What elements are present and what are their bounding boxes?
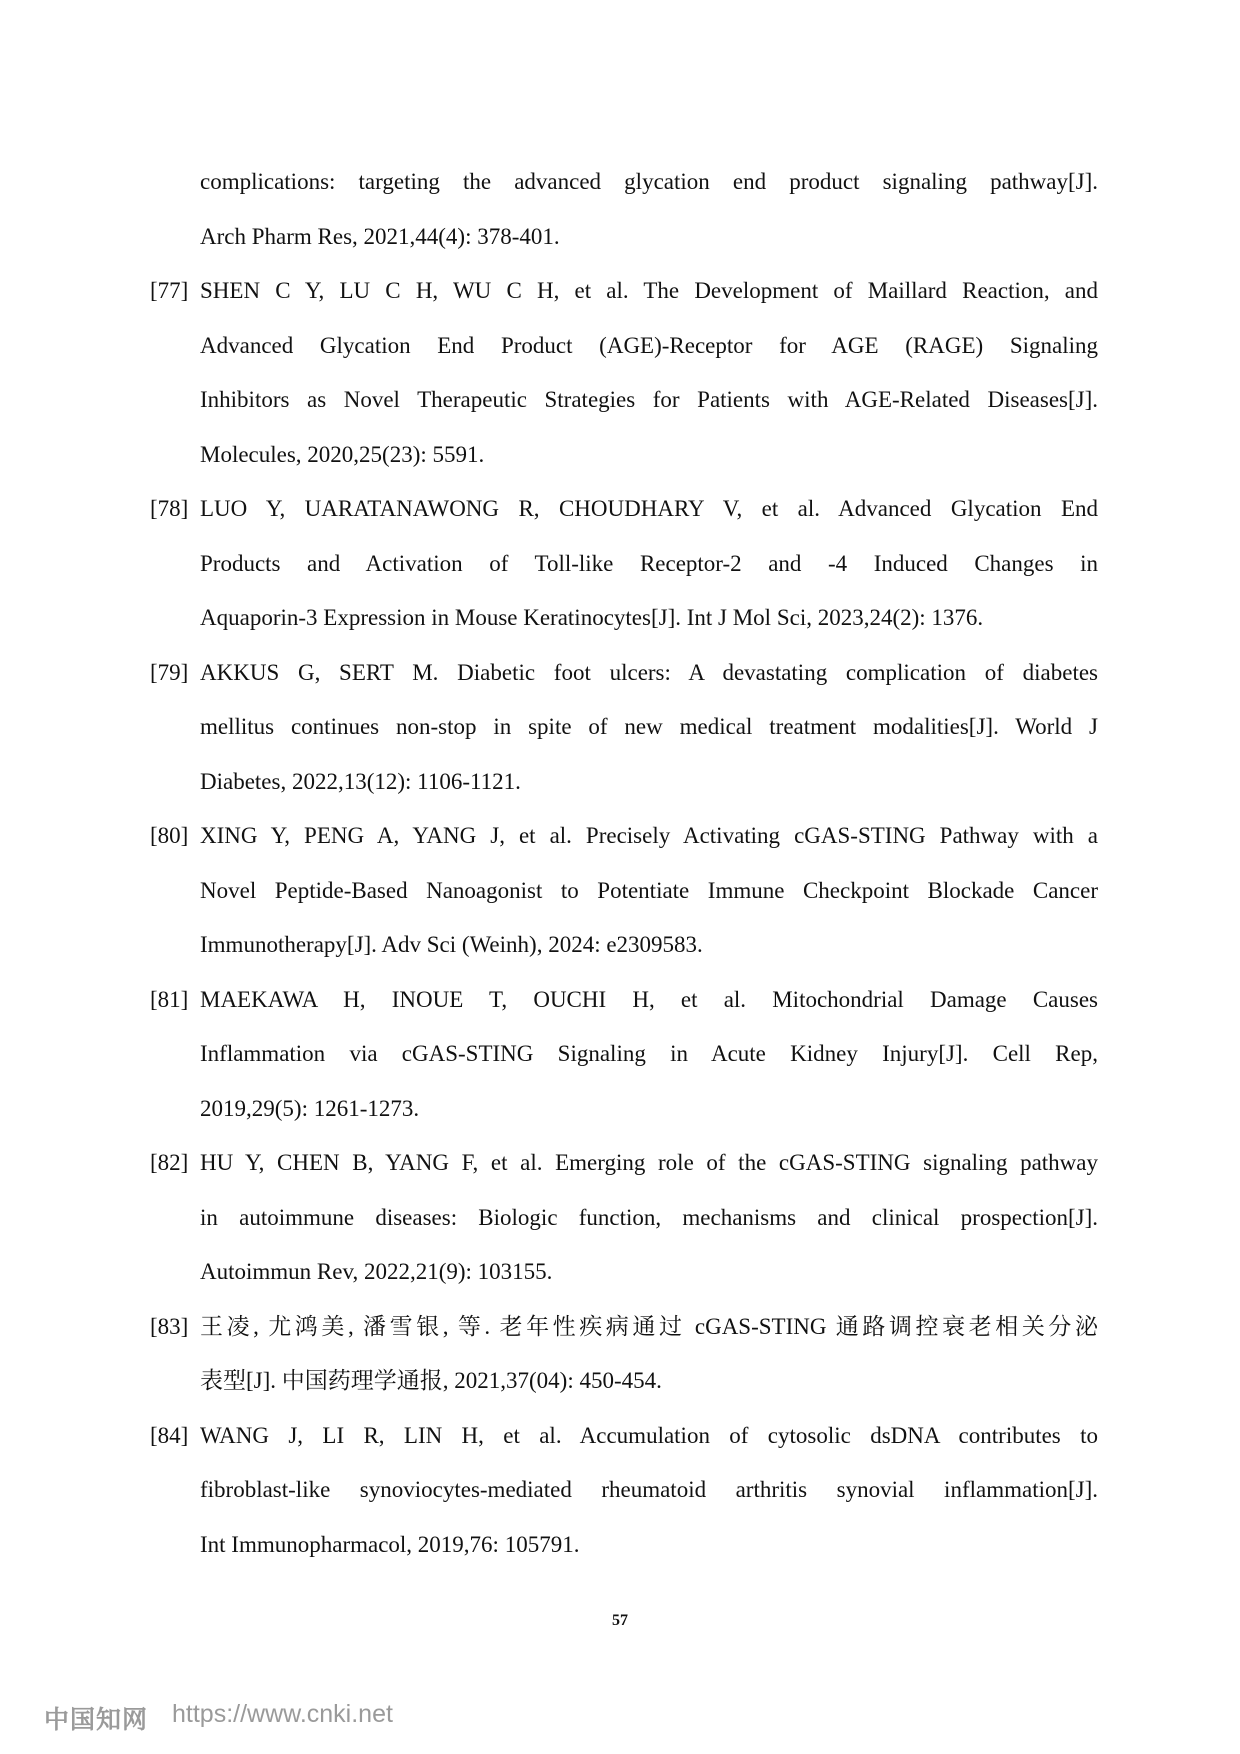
- cnki-watermark-url: https://www.cnki.net: [172, 1700, 393, 1728]
- reference-line: Aquaporin-3 Expression in Mouse Keratinocytes[J]. Int J Mol Sci, 2023,24(2): 1376.: [200, 605, 984, 630]
- reference-entry-81: [150, 973, 1098, 1137]
- reference-number: [78]: [150, 496, 189, 521]
- reference-line: Inflammation via cGAS-STING Signaling in Acute Kidney Injury[J]. Cell Rep,: [200, 1041, 1098, 1066]
- reference-line: Products and Activation of Toll-like Receptor-2 and -4 Induced Changes in: [200, 550, 1098, 576]
- reference-number: [84]: [150, 1422, 189, 1448]
- reference-line: Int Immunopharmacol, 2019,76: 105791.: [200, 1531, 580, 1557]
- reference-number: [83]: [150, 1313, 189, 1339]
- reference-line: 2019,29(5): 1261-1273.: [200, 1095, 420, 1121]
- reference-line: Immunotherapy[J]. Adv Sci (Weinh), 2024: e2309583.: [200, 932, 703, 957]
- reference-line: Advanced Glycation End Product (AGE)-Receptor for AGE (RAGE) Signaling: [200, 332, 1098, 358]
- reference-number: [80]: [150, 823, 189, 848]
- reference-entry-76-continued: [150, 155, 1098, 264]
- reference-number: [81]: [150, 986, 189, 1012]
- reference-line: complications: targeting the advanced glycation end product signaling pathway[J].: [200, 169, 1098, 194]
- reference-line: AKKUS G, SERT M. Diabetic foot ulcers: A devastating complication of diabetes: [200, 659, 1098, 685]
- reference-line: Novel Peptide-Based Nanoagonist to Potentiate Immune Checkpoint Blockade Cancer: [200, 877, 1098, 903]
- reference-entry-84: [150, 1409, 1098, 1573]
- reference-line: XING Y, PENG A, YANG J, et al. Precisely Activating cGAS-STING Pathway with a: [200, 823, 1098, 848]
- reference-line: Arch Pharm Res, 2021,44(4): 378-401.: [200, 223, 560, 249]
- reference-entry-77: [150, 264, 1098, 482]
- reference-line: WANG J, LI R, LIN H, et al. Accumulation of cytosolic dsDNA contributes to: [200, 1422, 1098, 1448]
- reference-entry-79: [150, 646, 1098, 810]
- reference-line: Molecules, 2020,25(23): 5591.: [200, 441, 485, 467]
- reference-line: Diabetes, 2022,13(12): 1106-1121.: [200, 768, 521, 794]
- reference-number: [77]: [150, 278, 189, 303]
- reference-line: mellitus continues non-stop in spite of new medical treatment modalities[J]. World J: [200, 714, 1098, 739]
- reference-entry-82: [150, 1136, 1098, 1300]
- reference-line: SHEN C Y, LU C H, WU C H, et al. The Development of Maillard Reaction, and: [200, 278, 1098, 303]
- reference-number: [82]: [150, 1150, 189, 1175]
- reference-entry-83: [150, 1300, 1098, 1409]
- page-number: 57: [612, 1612, 628, 1629]
- reference-entry-78: [150, 482, 1098, 646]
- reference-line: in autoimmune diseases: Biologic function, mechanisms and clinical prospection[J].: [200, 1204, 1098, 1230]
- reference-line: 王凌, 尤鸿美, 潘雪银, 等. 老年性疾病通过 cGAS-STING 通路调控衰老相关分泌: [200, 1313, 1098, 1339]
- cnki-watermark-logo: 中国知网: [44, 1705, 149, 1734]
- reference-line: HU Y, CHEN B, YANG F, et al. Emerging role of the cGAS-STING signaling pathway: [200, 1150, 1098, 1175]
- reference-line: Inhibitors as Novel Therapeutic Strategies for Patients with AGE-Related Diseases[J].: [200, 387, 1098, 412]
- reference-list: [150, 155, 1098, 1572]
- reference-line: Autoimmun Rev, 2022,21(9): 103155.: [200, 1259, 553, 1284]
- reference-line: MAEKAWA H, INOUE T, OUCHI H, et al. Mitochondrial Damage Causes: [200, 986, 1098, 1012]
- reference-line: LUO Y, UARATANAWONG R, CHOUDHARY V, et al. Advanced Glycation End: [200, 496, 1098, 521]
- reference-entry-80: [150, 809, 1098, 973]
- reference-line: fibroblast-like synoviocytes-mediated rheumatoid arthritis synovial inflammation[J].: [200, 1477, 1098, 1502]
- reference-line: 表型[J]. 中国药理学通报, 2021,37(04): 450-454.: [200, 1368, 662, 1393]
- reference-number: [79]: [150, 659, 189, 685]
